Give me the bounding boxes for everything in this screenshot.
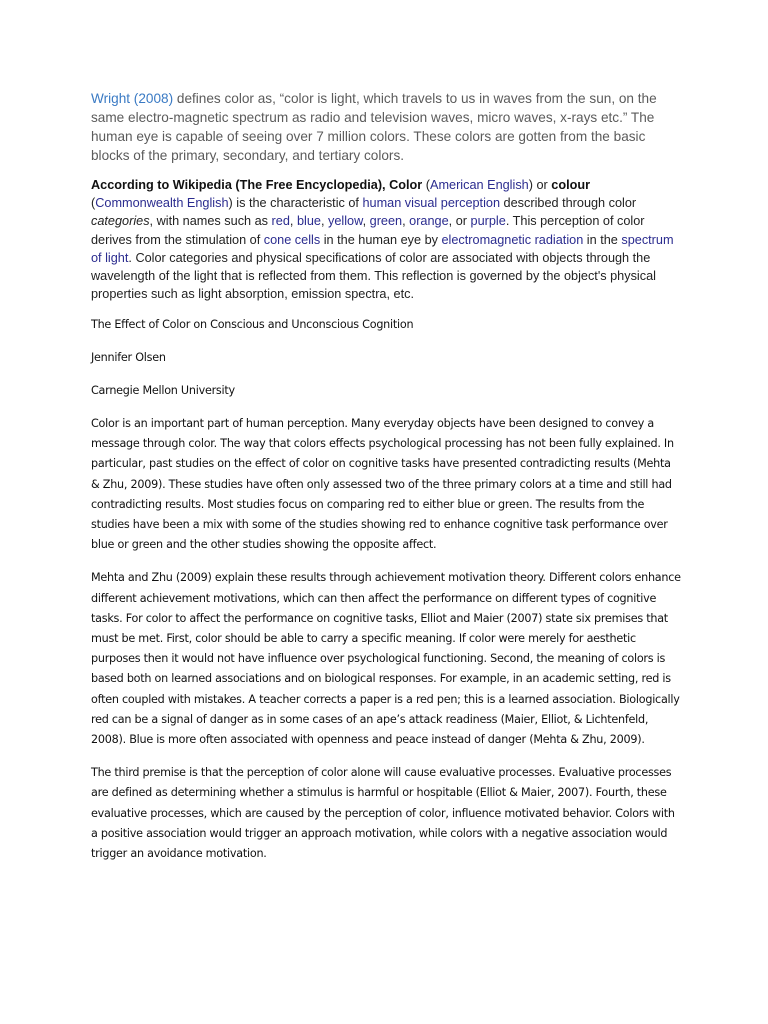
text-segment: ,: [362, 214, 370, 229]
electromagnetic-radiation-link[interactable]: electromagnetic radiation: [441, 232, 584, 247]
text-segment: ,: [320, 214, 329, 229]
text-segment: in the human eye by: [320, 232, 442, 247]
text-segment: in the: [583, 232, 622, 247]
wright-citation-link[interactable]: Wright (2008): [91, 91, 174, 106]
purple-link[interactable]: purple: [470, 214, 506, 229]
intro-text: defines color as, “color is light, which travels to us in waves from the sun, on the same electro-magnetic spectrum as radio and television waves, micro waves, x-rays etc.” The human eye is capable of seeing over 7 million colors. These colors are gotten from the basic blocks of the primary, secondary, and tertiary colors.: [91, 91, 657, 163]
green-link[interactable]: green: [369, 214, 403, 229]
text-segment: , or: [448, 214, 471, 229]
body-paragraph-3: The third premise is that the perception of color alone will cause evaluative processes. Evaluative processes are defined as determining whether a stimulus is harmful or hospitable (Elliot & Maier, 2007). Fourth, these evaluative processes, which are caused by the perception of color, influence motivated behavior. Colors with a positive association would trigger an approach motivation, while colors with a negative association would trigger an avoidance motivation.: [91, 766, 675, 861]
text-segment: (: [422, 178, 430, 192]
text-segment: ,: [402, 214, 410, 229]
categories-term: categories: [91, 214, 150, 229]
wikipedia-lead: According to Wikipedia (The Free Encyclopedia), Color: [91, 178, 423, 192]
body-paragraph-1: Color is an important part of human perception. Many everyday objects have been designed to convey a message through color. The way that colors effects psychological processing has not been fully explained. In particular, past studies on the effect of color on cognitive tasks have presented contradicting results (Mehta & Zhu, 2009). These studies have often only assessed two of the three primary colors at a time and still had contradicting results. Most studies focus on comparing red to either blue or green. The results from the studies have been a mix with some of the studies showing red to enhance cognitive task performance over blue or green and the other studies showing the opposite affect.: [91, 417, 674, 552]
text-segment: described through color: [500, 196, 637, 211]
human-visual-perception-link[interactable]: human visual perception: [362, 196, 501, 211]
text-segment: ) or: [528, 178, 552, 192]
text-segment: (: [91, 196, 96, 211]
wikipedia-paragraph: [91, 176, 681, 303]
text-segment: , with names such as: [149, 214, 272, 229]
red-link[interactable]: red: [271, 214, 290, 229]
text-segment: ,: [289, 214, 297, 229]
body-paragraph-2: Mehta and Zhu (2009) explain these results through achievement motivation theory. Different colors enhance different achievement motivations, which can then affect the performance on different types of cognitive tasks. For color to affect the performance on cognitive tasks, Elliot and Maier (2007) state six premises that must be met. First, color should be able to carry a specific meaning. If color were merely for aesthetic purposes then it would not have influence over psychological functioning. Second, the meaning of colors is based both on learned associations and on biological responses. For example, in an academic setting, red is often coupled with mistakes. A teacher corrects a paper is a red pen; this is a learned association. Biologically red can be a signal of danger as in some cases of an ape’s attack readiness (Maier, Elliot, & Lichtenfeld, 2008). Blue is more often associated with openness and peace instead of danger (Mehta & Zhu, 2009).: [91, 571, 681, 747]
intro-paragraph: [91, 89, 681, 165]
american-english-link[interactable]: American English: [430, 178, 529, 192]
blue-link[interactable]: blue: [296, 214, 321, 229]
paper-title: The Effect of Color on Conscious and Unconscious Cognition: [91, 318, 414, 332]
text-segment: . This perception of color derives from the stimulation of: [91, 214, 645, 247]
cone-cells-link[interactable]: cone cells: [263, 232, 321, 247]
colour-term: colour: [551, 178, 591, 192]
text-segment: . Color categories and physical specifications of color are associated with objects through the wavelength of the light that is reflected from them. This reflection is governed by the object's physical properties such as light absorption, emission spectra, etc.: [91, 250, 656, 302]
document-page: [91, 89, 681, 864]
paper-author: Jennifer Olsen: [91, 351, 166, 365]
text-segment: ) is the characteristic of: [228, 196, 363, 211]
spectrum-of-light-link[interactable]: spectrum of light: [91, 232, 674, 265]
yellow-link[interactable]: yellow: [328, 214, 363, 229]
orange-link[interactable]: orange: [409, 214, 449, 229]
commonwealth-english-link[interactable]: Commonwealth English: [95, 196, 229, 211]
paper-affiliation: Carnegie Mellon University: [91, 383, 235, 397]
